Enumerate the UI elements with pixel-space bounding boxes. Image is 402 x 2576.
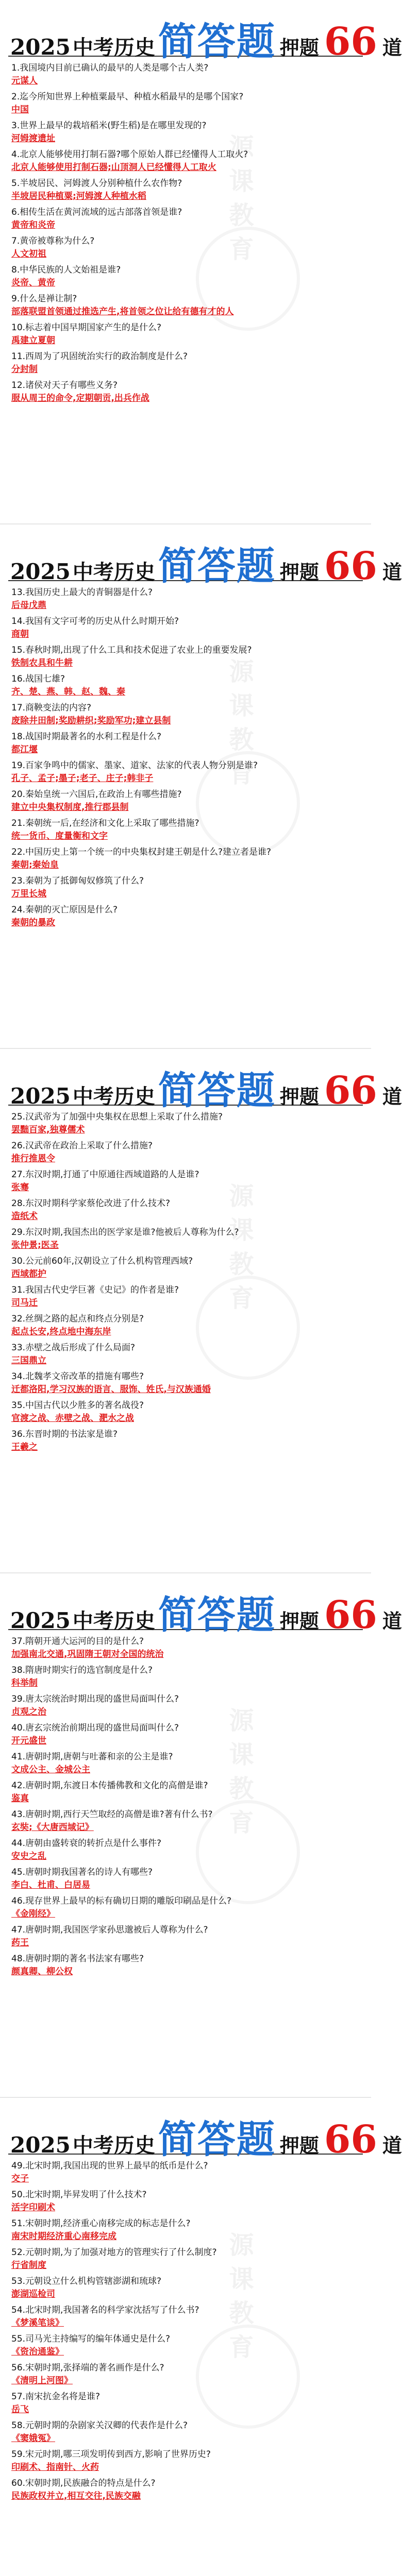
qa-item: [11, 759, 360, 785]
question-text: 54.北宋时期,我国著名的科学家沈括写了什么书?: [11, 2305, 199, 2315]
exam-page: [0, 0, 402, 524]
answer-text: 澎湖巡检司: [11, 2289, 55, 2299]
header-subject: 中考历史: [72, 2133, 155, 2158]
header-number: 66: [324, 1069, 377, 1113]
qa-item: [11, 673, 360, 699]
header-number: 66: [324, 20, 377, 64]
question-text: 27.东汉时期,打通了中原通往西域道路的人是谁?: [11, 1170, 199, 1180]
answer-text: 贞观之治: [11, 1707, 46, 1717]
question-text: 4.北京人能够使用打制石器?哪个原始人群已经懂得人工取火?: [11, 149, 248, 160]
qa-item: [11, 2362, 360, 2387]
question-text: 15.春秋时期,出现了什么工具和技术促进了农业上的重要发展?: [11, 645, 252, 655]
page-header: [0, 2098, 402, 2162]
header-dao: 道: [382, 2134, 402, 2157]
watermark-text: 源课教育: [225, 658, 254, 794]
qa-item: [11, 1866, 360, 1892]
qa-item: [11, 1226, 360, 1252]
answer-text: 官渡之战、赤壁之战、淝水之战: [11, 1413, 134, 1423]
qa-item: [11, 1197, 360, 1223]
question-text: 5.半坡居民、河姆渡人分别种植什么农作物?: [11, 178, 182, 189]
header-subject: 中考历史: [72, 1084, 155, 1109]
answer-text: 推行推恩令: [11, 1154, 55, 1164]
answer-text: 文成公主、金城公主: [11, 1765, 90, 1775]
qa-item: [11, 2160, 360, 2185]
question-text: 37.隋朝开通大运河的目的是什么?: [11, 1636, 144, 1647]
answer-text: 禹建立夏朝: [11, 335, 55, 346]
answer-text: 万里长城: [11, 889, 46, 899]
qa-item: [11, 702, 360, 727]
header-number: 66: [324, 1593, 377, 1637]
question-text: 20.秦始皇统一六国后,在政治上有哪些措施?: [11, 789, 182, 800]
answer-text: 后母戊鼎: [11, 600, 46, 611]
answer-text: 安史之乱: [11, 1851, 46, 1861]
answer-text: 民族政权并立,相互交往,民族交融: [11, 2491, 141, 2501]
question-text: 10.标志着中国早期国家产生的是什么?: [11, 323, 162, 333]
qa-item: [11, 1780, 360, 1805]
header-ya: 押题: [279, 1609, 319, 1633]
qa-list: [0, 2155, 371, 2503]
qa-item: [11, 379, 360, 405]
answer-text: 印刷术、指南针、火药: [11, 2462, 99, 2472]
question-text: 31.我国古代史学巨著《史记》的作者是谁?: [11, 1285, 179, 1295]
header-subject: 中考历史: [72, 36, 155, 60]
question-text: 47.唐朝时期,我国医学家孙思邈被后人尊称为什么?: [11, 1925, 208, 1935]
answer-text: 司马迁: [11, 1298, 38, 1308]
question-text: 35.中国古代以少胜多的著名战役?: [11, 1400, 144, 1411]
qa-item: [11, 1722, 360, 1748]
qa-item: [11, 1751, 360, 1776]
watermark-text: 源课教育: [225, 2232, 254, 2368]
qa-list: [0, 1106, 371, 1454]
question-text: 34.北魏孝文帝改革的措施有哪些?: [11, 1371, 144, 1382]
answer-text: 药王: [11, 1938, 29, 1948]
question-text: 12.诸侯对天子有哪些义务?: [11, 380, 118, 391]
qa-item: [11, 2246, 360, 2272]
watermark-text: 源课教育: [225, 134, 254, 270]
question-text: 48.唐朝时期的著名书法家有哪些?: [11, 1954, 144, 1964]
exam-page: [0, 2098, 402, 2576]
qa-item: [11, 120, 360, 145]
header-ya: 押题: [279, 1085, 319, 1108]
qa-item: [11, 206, 360, 232]
answer-text: 岳飞: [11, 2404, 29, 2415]
header-dao: 道: [382, 1085, 402, 1108]
question-text: 23.秦朝为了抵御匈奴修筑了什么?: [11, 876, 144, 886]
answer-text: 造纸术: [11, 1211, 38, 1222]
question-text: 26.汉武帝在政治上采取了什么措施?: [11, 1141, 153, 1151]
answer-text: 河姆渡遗址: [11, 133, 55, 144]
answer-text: 秦朝;秦始皇: [11, 860, 59, 870]
header-year: 2025: [10, 2132, 71, 2158]
answer-text: 三国鼎立: [11, 1355, 46, 1366]
answer-text: 南宋时期经济重心南移完成: [11, 2231, 116, 2242]
qa-item: [11, 1140, 360, 1165]
qa-item: [11, 731, 360, 756]
question-text: 59.宋元时期,哪三项发明传到西方,影响了世界历史?: [11, 2449, 211, 2460]
question-text: 19.百家争鸣中的儒家、墨家、道家、法家的代表人物分别是谁?: [11, 760, 258, 771]
question-text: 30.公元前60年,汉朝设立了什么机构管理西域?: [11, 1256, 193, 1266]
question-text: 32.丝绸之路的起点和终点分别是?: [11, 1314, 144, 1324]
qa-item: [11, 2391, 360, 2416]
header-ya: 押题: [279, 2134, 319, 2157]
answer-text: 开元盛世: [11, 1736, 46, 1746]
answer-text: 玄奘;《大唐西域记》: [11, 1822, 94, 1833]
qa-list: [0, 581, 371, 929]
qa-item: [11, 1953, 360, 1978]
answer-text: 张仲景;医圣: [11, 1240, 59, 1250]
qa-item: [11, 904, 360, 929]
answer-text: 《金刚经》: [11, 1909, 55, 1919]
question-text: 11.西周为了巩固统治实行的政治制度是什么?: [11, 351, 188, 362]
question-text: 45.唐朝时期我国著名的诗人有哪些?: [11, 1867, 153, 1877]
answer-text: 都江堰: [11, 744, 38, 755]
qa-item: [11, 350, 360, 376]
answer-text: 元谋人: [11, 76, 38, 86]
qa-item: [11, 1342, 360, 1367]
question-text: 9.什么是禅让制?: [11, 294, 77, 304]
header-dao: 道: [382, 1609, 402, 1633]
qa-list: [0, 57, 371, 405]
qa-item: [11, 148, 360, 174]
qa-item: [11, 2189, 360, 2214]
question-text: 33.赤壁之战后形成了什么局面?: [11, 1343, 136, 1353]
answer-text: 科举制: [11, 1678, 38, 1688]
header-year: 2025: [10, 1083, 71, 1109]
question-text: 6.相传生活在黄河流域的远古部落首领是谁?: [11, 207, 182, 217]
answer-text: 起点长安,终点地中海东岸: [11, 1327, 111, 1337]
qa-item: [11, 264, 360, 290]
answer-text: 中国: [11, 105, 29, 115]
question-text: 29.东汉时期,我国杰出的医学家是谁?他被后人尊称为什么?: [11, 1227, 239, 1238]
answer-text: 迁都洛阳,学习汉族的语言、服饰、姓氏,与汉族通婚: [11, 1384, 211, 1395]
question-text: 3.世界上最早的栽培稻米(野生稻)是在哪里发现的?: [11, 121, 207, 131]
page-header: [0, 1573, 402, 1637]
qa-item: [11, 91, 360, 116]
question-text: 13.我国历史上最大的青铜器是什么?: [11, 587, 153, 598]
answer-text: 人文初祖: [11, 249, 46, 259]
question-text: 51.宋朝时期,经济重心南移完成的标志是什么?: [11, 2218, 191, 2229]
qa-item: [11, 2419, 360, 2445]
question-text: 8.中华民族的人文始祖是谁?: [11, 265, 121, 275]
header-keyword: 简答题: [158, 20, 276, 64]
answer-text: 部落联盟首领通过推选产生,将首领之位让给有德有才的人: [11, 307, 234, 317]
header-year: 2025: [10, 35, 71, 60]
question-text: 14.我国有文字可考的历史从什么时期开始?: [11, 616, 179, 626]
qa-item: [11, 321, 360, 347]
qa-item: [11, 644, 360, 670]
qa-item: [11, 1837, 360, 1863]
exam-page: [0, 1573, 402, 2098]
qa-item: [11, 875, 360, 901]
question-text: 2.迄今所知世界上种植粟最早、种植水稻最早的是哪个国家?: [11, 92, 244, 102]
qa-item: [11, 788, 360, 814]
qa-item: [11, 2304, 360, 2330]
qa-item: [11, 293, 360, 318]
answer-text: 《梦溪笔谈》: [11, 2318, 64, 2328]
watermark-text: 源课教育: [225, 1183, 254, 1319]
answer-text: 建立中央集权制度,推行郡县制: [11, 802, 129, 812]
watermark-text: 源课教育: [225, 1707, 254, 1843]
qa-item: [11, 1428, 360, 1454]
qa-item: [11, 615, 360, 641]
header-number: 66: [324, 2117, 377, 2162]
qa-item: [11, 2217, 360, 2243]
answer-text: 铁制农具和牛耕: [11, 658, 73, 668]
answer-text: 鉴真: [11, 1793, 29, 1804]
answer-text: 商朝: [11, 629, 29, 639]
exam-page: [0, 524, 402, 1049]
question-text: 42.唐朝时期,东渡日本传播佛教和文化的高僧是谁?: [11, 1781, 208, 1791]
answer-text: 《清明上河图》: [11, 2376, 73, 2386]
question-text: 50.北宋时期,毕昇发明了什么技术?: [11, 2190, 147, 2200]
qa-item: [11, 2448, 360, 2474]
qa-item: [11, 1313, 360, 1338]
question-text: 52.元朝时期,为了加强对地方的管理实行了什么制度?: [11, 2247, 217, 2258]
qa-item: [11, 62, 360, 88]
qa-item: [11, 177, 360, 203]
question-text: 24.秦朝的灭亡原因是什么?: [11, 905, 118, 915]
question-text: 39.唐太宗统治时期出现的盛世局面叫什么?: [11, 1694, 179, 1704]
header-ya: 押题: [279, 561, 319, 584]
question-text: 57.南宋抗金名将是谁?: [11, 2392, 100, 2402]
question-text: 55.司马光主持编写的编年体通史是什么?: [11, 2334, 171, 2344]
qa-item: [11, 1111, 360, 1137]
answer-text: 行省制度: [11, 2260, 46, 2270]
question-text: 21.秦朝统一后,在经济和文化上采取了哪些措施?: [11, 818, 199, 828]
qa-item: [11, 1370, 360, 1396]
answer-text: 黄帝和炎帝: [11, 220, 55, 230]
qa-item: [11, 1808, 360, 1834]
question-text: 49.北宋时期,我国出现的世界上最早的纸币是什么?: [11, 2161, 208, 2171]
qa-item: [11, 1895, 360, 1921]
header-keyword: 简答题: [158, 1593, 276, 1637]
answer-text: 王羲之: [11, 1442, 38, 1452]
answer-text: 半坡居民种植粟;河姆渡人种植水稻: [11, 191, 146, 201]
question-text: 36.东晋时期的书法家是谁?: [11, 1429, 118, 1439]
answer-text: 罢黜百家,独尊儒术: [11, 1125, 85, 1135]
header-keyword: 简答题: [158, 544, 276, 588]
question-text: 16.战国七雄?: [11, 674, 65, 684]
answer-text: 炎帝、黄帝: [11, 278, 55, 288]
question-text: 60.宋朝时期,民族融合的特点是什么?: [11, 2478, 156, 2488]
question-text: 43.唐朝时期,西行天竺取经的高僧是谁?著有什么书?: [11, 1809, 213, 1820]
header-keyword: 简答题: [158, 2117, 276, 2162]
answer-text: 北京人能够使用打制石器;山顶洞人已经懂得人工取火: [11, 162, 216, 173]
qa-item: [11, 1693, 360, 1719]
answer-text: 秦朝的暴政: [11, 918, 55, 928]
question-text: 22.中国历史上第一个统一的中央集权封建王朝是什么?建立者是谁?: [11, 847, 272, 857]
header-subject: 中考历史: [72, 560, 155, 584]
header-keyword: 简答题: [158, 1069, 276, 1113]
qa-item: [11, 817, 360, 843]
qa-item: [11, 2333, 360, 2359]
answer-text: 加强南北交通,巩固隋王朝对全国的统治: [11, 1649, 164, 1659]
qa-item: [11, 1255, 360, 1281]
answer-text: 分封制: [11, 364, 38, 375]
question-text: 28.东汉时期科学家蔡伦改进了什么技术?: [11, 1198, 171, 1209]
question-text: 58.元朝时期的杂剧家关汉卿的代表作是什么?: [11, 2420, 188, 2431]
header-ya: 押题: [279, 36, 319, 59]
answer-text: 废除井田制;奖励耕织;奖励军功;建立县制: [11, 716, 171, 726]
qa-item: [11, 235, 360, 261]
header-dao: 道: [382, 561, 402, 584]
answer-text: 张骞: [11, 1182, 29, 1193]
answer-text: 李白、杜甫、白居易: [11, 1880, 90, 1890]
answer-text: 服从周王的命令,定期朝贡,出兵作战: [11, 393, 149, 403]
question-text: 1.我国境内目前已确认的最早的人类是哪个古人类?: [11, 63, 209, 73]
page-header: [0, 0, 402, 64]
question-text: 53.元朝设立什么机构管辖澎湖和琉球?: [11, 2276, 162, 2286]
header-dao: 道: [382, 36, 402, 59]
qa-item: [11, 846, 360, 872]
question-text: 40.唐玄宗统治前期出现的盛世局面叫什么?: [11, 1723, 179, 1733]
qa-item: [11, 2275, 360, 2301]
header-number: 66: [324, 544, 377, 588]
exam-page: [0, 1049, 402, 1573]
answer-text: 《资治通鉴》: [11, 2347, 64, 2357]
page-header: [0, 1049, 402, 1113]
qa-item: [11, 2477, 360, 2503]
answer-text: 西域都护: [11, 1269, 46, 1279]
qa-list: [0, 1630, 371, 1978]
header-year: 2025: [10, 559, 71, 584]
answer-text: 交子: [11, 2174, 29, 2184]
qa-item: [11, 1924, 360, 1950]
qa-item: [11, 1664, 360, 1690]
answer-text: 《窦娥冤》: [11, 2433, 55, 2444]
question-text: 7.黄帝被尊称为什么?: [11, 236, 95, 246]
answer-text: 颜真卿、柳公权: [11, 1967, 73, 1977]
header-year: 2025: [10, 1608, 71, 1633]
question-text: 25.汉武帝为了加强中央集权在思想上采取了什么措施?: [11, 1112, 223, 1122]
question-text: 18.战国时期最著名的水利工程是什么?: [11, 732, 162, 742]
question-text: 44.唐朝由盛转衰的转折点是什么事件?: [11, 1838, 162, 1849]
question-text: 17.商鞅变法的内容?: [11, 703, 92, 713]
answer-text: 孔子、孟子;墨子;老子、庄子;韩非子: [11, 773, 154, 784]
qa-item: [11, 1399, 360, 1425]
answer-text: 活字印刷术: [11, 2202, 55, 2213]
answer-text: 统一货币、度量衡和文字: [11, 831, 108, 841]
question-text: 41.唐朝时期,唐朝与吐蕃和亲的公主是谁?: [11, 1752, 173, 1762]
qa-item: [11, 1284, 360, 1310]
question-text: 46.现存世界上最早的标有确切日期的雕版印刷品是什么?: [11, 1896, 232, 1906]
page-header: [0, 524, 402, 588]
header-subject: 中考历史: [72, 1609, 155, 1633]
question-text: 38.隋唐时期实行的选官制度是什么?: [11, 1665, 153, 1675]
question-text: 56.宋朝时期,张择端的著名画作是什么?: [11, 2363, 164, 2373]
qa-item: [11, 1168, 360, 1194]
answer-text: 齐、楚、燕、韩、赵、魏、秦: [11, 687, 125, 697]
